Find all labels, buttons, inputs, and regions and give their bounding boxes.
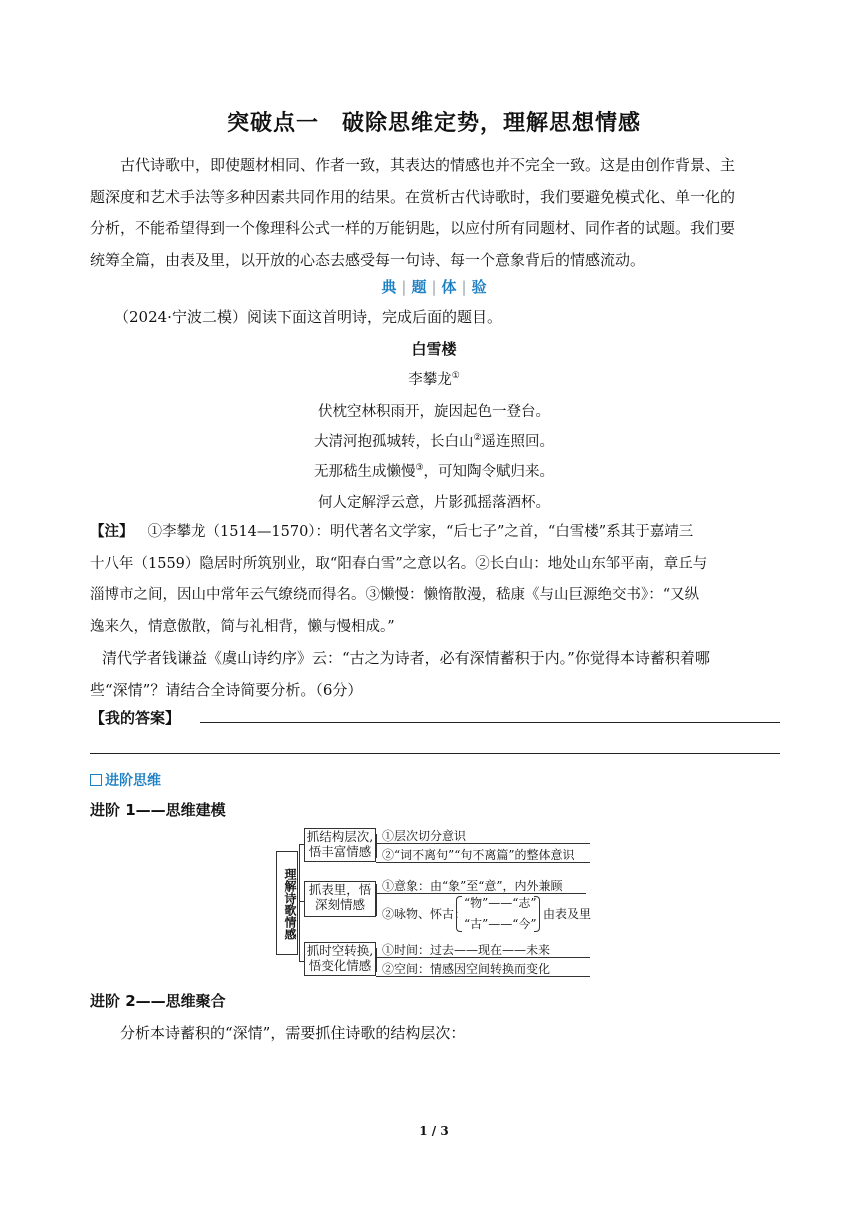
step2-heading: 进阶 2——思维聚合 (90, 992, 226, 1010)
mindmap-pair: “古”——“今” (464, 917, 537, 931)
mindmap-item: ①意象：由“象”至“意”，内外兼顾 (382, 879, 563, 893)
mindmap-item: ①层次切分意识 (382, 829, 467, 843)
mindmap-connector (299, 844, 300, 962)
note-line: 淄博市之间，因山中常年云气缭绕而得名。③懒慢：懒惰散漫，嵇康《与山巨源绝交书》：“又纵 (90, 587, 700, 603)
checkbox-icon (90, 774, 102, 786)
question-intro: （2024·宁波二模）阅读下面这首明诗，完成后面的题目。 (114, 308, 502, 326)
answer-line[interactable] (90, 753, 780, 754)
mindmap-item: ②“词不离句”“句不离篇”的整体意识 (382, 848, 575, 862)
intro-paragraph (90, 150, 780, 276)
mindmap-item: 由表及里 (543, 907, 592, 921)
mindmap-underline (376, 843, 590, 844)
poem-line (0, 430, 868, 451)
note-block (90, 517, 780, 643)
section-heading-char: 典 (381, 278, 397, 296)
poem-text: 无那嵇生成懒慢 (313, 464, 416, 480)
poem-line (0, 491, 868, 512)
advanced-heading-text: 进阶思维 (105, 773, 161, 789)
answer-label: 【我的答案】 (90, 709, 181, 727)
mindmap-branch-label: 悟丰富情感 (308, 844, 372, 859)
poem-text: 何人定解浮云意，片影孤摇落酒杯。 (318, 495, 550, 511)
question-line: 些“深情”？请结合全诗简要分析。（6分） (90, 680, 363, 699)
mindmap-branch-2 (304, 881, 376, 917)
poem-text: 伏枕空林积雨开，旋因起色一登台。 (318, 404, 550, 420)
advanced-heading (90, 770, 161, 790)
mindmap-branch-label: 悟变化情感 (308, 958, 372, 973)
footnote-mark: ① (451, 371, 460, 382)
section-heading-char: 题 (411, 278, 427, 296)
footnote-mark: ③ (415, 463, 424, 474)
mindmap-item: ②空间：情感因空间转换而变化 (382, 962, 551, 976)
mindmap-underline (376, 957, 590, 958)
mindmap-item: ②咏物、怀古： (382, 907, 467, 921)
poem-line (0, 460, 868, 481)
question-block (90, 643, 780, 706)
section-heading: 典 | 题 | 体 | 验 (381, 278, 487, 296)
question-line: 清代学者钱谦益《虞山诗约序》云：“古之为诗者，必有深情蓄积于内。”你觉得本诗蓄积着哪 (102, 649, 710, 667)
mindmap-item: ①时间：过去——现在——未来 (382, 943, 551, 957)
poem-text: ，可知陶令赋归来。 (423, 464, 555, 480)
mindmap-pair: “物”——“志” (464, 896, 537, 910)
mindmap-branch-label: 抓表里，悟 (308, 882, 372, 897)
footnote-mark: ② (473, 433, 482, 444)
poem-line (0, 400, 868, 421)
note-text: ①李攀龙（1514—1570）：明代著名文学家，“后七子”之首，“白雪楼”系其于嘉靖三 (147, 524, 694, 540)
intro-line: 古代诗歌中，即使题材相同、作者一致，其表达的情感也并不完全一致。这是由创作背景、主 (120, 156, 736, 174)
intro-line: 题深度和艺术手法等多种因素共同作用的结果。在赏析古代诗歌时，我们要避免模式化、单一化的 (90, 187, 736, 206)
note-line: 十八年（1559）隐居时所筑别业，取“阳春白雪”之意以名。②长白山：地处山东邹平南，章丘与 (90, 555, 708, 572)
section-heading-char: 体 (441, 278, 457, 296)
answer-line[interactable] (200, 722, 780, 723)
mindmap-branch-1 (304, 828, 376, 862)
mindmap-branch-label: 抓时空转换, (306, 943, 374, 958)
step2-text: 分析本诗蓄积的“深情”，需要抓住诗歌的结构层次： (120, 1024, 466, 1042)
mindmap-branch-3 (304, 942, 376, 976)
mindmap-branch-label: 深刻情感 (314, 897, 365, 912)
mindmap-underline (376, 862, 590, 863)
section-heading-char: 验 (471, 278, 487, 296)
step1-heading: 进阶 1——思维建模 (90, 801, 226, 819)
mindmap (270, 824, 600, 980)
poem-title: 白雪楼 (411, 340, 457, 358)
note-line: 逸来久，情意傲散，简与礼相背，懒与慢相成。” (90, 618, 395, 635)
mindmap-underline (376, 976, 590, 977)
poem-author (0, 368, 868, 389)
mindmap-root (276, 851, 298, 955)
poem-text: 遥连照回。 (481, 434, 555, 450)
page-number: 1 / 3 (419, 1124, 449, 1138)
poem-author-name: 李攀龙 (408, 372, 452, 388)
mindmap-connector (376, 884, 377, 916)
mindmap-connector (376, 948, 377, 972)
poem-text: 大清河抱孤城转，长白山 (313, 434, 474, 450)
mindmap-branch-label: 抓结构层次, (306, 829, 374, 844)
intro-line: 统筹全篇，由表及里，以开放的心态去感受每一句诗、每一个意象背后的情感流动。 (90, 250, 646, 269)
page-title: 突破点一 破除思维定势，理解思想情感 (226, 111, 641, 136)
brace-icon (534, 896, 540, 932)
intro-line: 分析，不能希望得到一个像理科公式一样的万能钥匙，以应付所有同题材、同作者的试题。我们要 (90, 219, 736, 237)
mindmap-connector (376, 834, 377, 858)
brace-icon (456, 896, 462, 932)
note-line (90, 517, 780, 549)
note-label: 【注】 (90, 524, 134, 540)
mindmap-root-label: 理解诗歌情感 (283, 868, 297, 940)
